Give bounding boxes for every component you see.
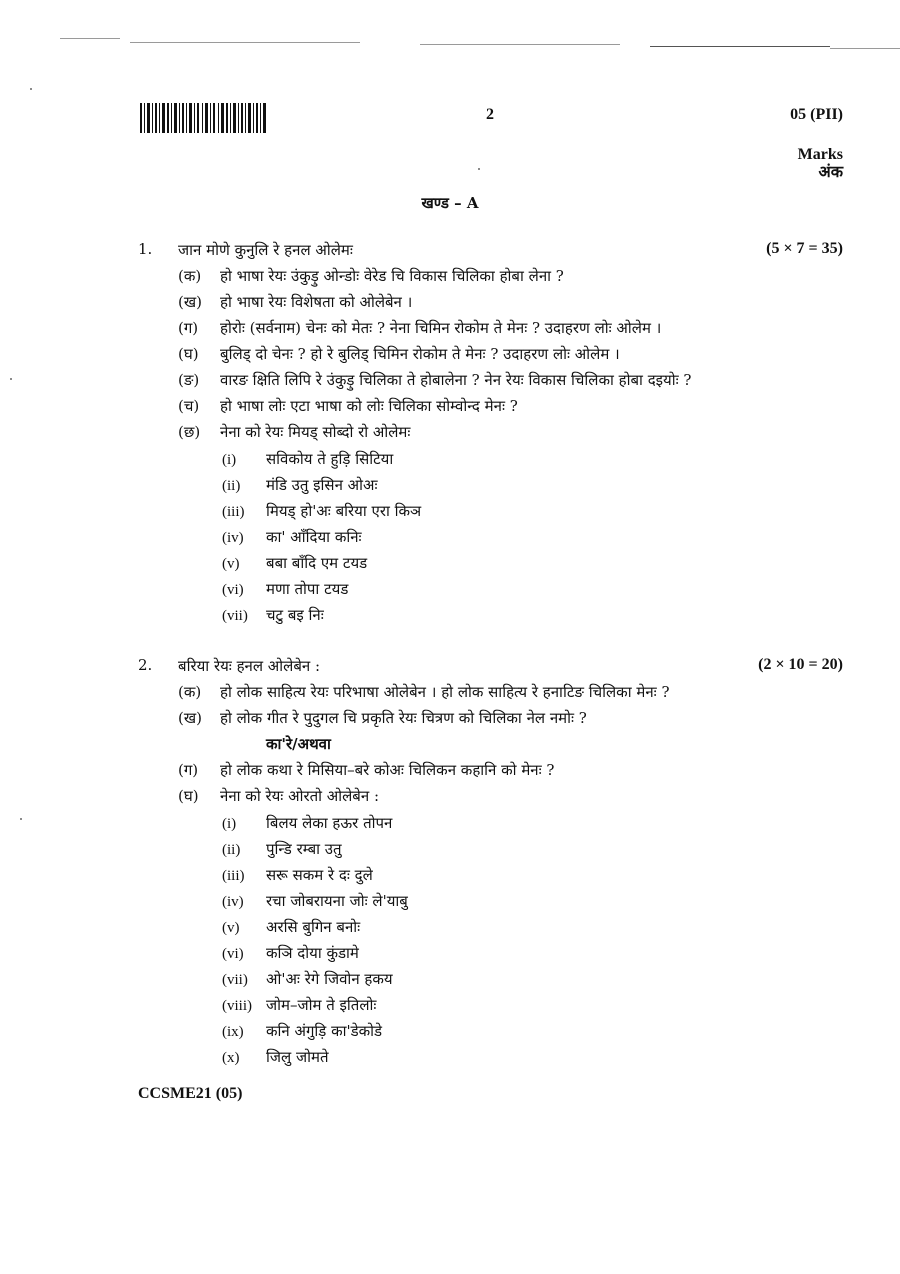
sub-text: हो भाषा रेयः विशेषता को ओलेबेन । <box>220 293 413 311</box>
sub-text: हो भाषा रेयः उंकुड़ु ओन्डोः वेरेड चि विकास चिलिका होबा लेना ? <box>220 267 564 285</box>
item-text: पुन्डि रम्बा उतु <box>266 840 342 858</box>
page-number: 2 <box>486 106 494 123</box>
q1-item-5 <box>222 553 367 573</box>
q2-item-3 <box>222 865 373 885</box>
item-label: (ix) <box>222 1024 244 1040</box>
marks-label-hi: अंक <box>818 164 843 181</box>
scan-artifact-line <box>420 44 620 45</box>
question-1-text: जान मोणे कुनुलि रे हनल ओलेमः <box>178 241 353 259</box>
item-label: (iv) <box>222 894 244 910</box>
question-2-text: बरिया रेयः हनल ओलेबेन : <box>178 657 321 675</box>
q1-item-1 <box>222 449 393 469</box>
q2-item-8 <box>222 995 376 1015</box>
paper-code: 05 (PII) <box>790 106 843 123</box>
q1-item-3 <box>222 501 421 521</box>
q2-item-10 <box>222 1047 329 1067</box>
item-label: (v) <box>222 556 240 572</box>
item-text: कञि दोया कुंडामे <box>266 944 359 962</box>
item-text: मणा तोपा टयड <box>266 580 349 598</box>
sub-label: (घ) <box>178 787 199 805</box>
item-text: मंडि उतु इसिन ओअः <box>266 476 378 494</box>
item-label: (i) <box>222 816 237 832</box>
scan-speck <box>10 378 12 380</box>
section-heading: खण्ड – A <box>421 194 479 212</box>
sub-label: (क) <box>178 683 202 701</box>
sub-label: (ग) <box>178 319 199 337</box>
q1-item-4 <box>222 527 362 547</box>
item-text: मियड् हो'अः बरिया एरा किञ <box>266 502 422 520</box>
q2-item-2 <box>222 839 342 859</box>
question-1-marks: (5 × 7 = 35) <box>766 240 843 257</box>
item-label: (i) <box>222 452 237 468</box>
q1-sub-ka <box>178 266 564 286</box>
q2-sub-kha <box>178 708 587 728</box>
item-label: (iii) <box>222 504 245 520</box>
q2-item-6 <box>222 943 359 963</box>
q2-sub-ka <box>178 682 669 702</box>
q1-sub-nga <box>178 370 691 390</box>
item-text: कनि अंगुड़ि का'डेकोडे <box>266 1022 383 1040</box>
q2-item-4 <box>222 891 408 911</box>
sub-text: हो लोक कथा रे मिसिया–बरे कोअः चिलिकन कहानि को मेनः ? <box>220 761 555 779</box>
item-label: (vi) <box>222 946 244 962</box>
scan-artifact-line <box>650 46 830 47</box>
q1-sub-kha <box>178 292 412 312</box>
item-label: (ii) <box>222 842 241 858</box>
sub-label: (च) <box>178 397 200 415</box>
question-1-number: 1. <box>138 240 153 258</box>
q2-item-1 <box>222 813 392 833</box>
item-text: रचा जोबरायना जोः ले'याबु <box>266 892 408 910</box>
q1-item-2 <box>222 475 378 495</box>
item-label: (vii) <box>222 608 248 624</box>
footer-code: CCSME21 (05) <box>138 1085 243 1102</box>
q2-item-5 <box>222 917 360 937</box>
q1-sub-cha <box>178 396 518 416</box>
q2-sub-gha <box>178 786 379 806</box>
item-text: जिलु जोमते <box>266 1048 329 1066</box>
item-text: बिलय लेका हऊर तोपन <box>266 814 393 832</box>
item-text: जोम–जोम ते इतिलोः <box>266 996 377 1014</box>
q1-item-7 <box>222 605 324 625</box>
q2-sub-ga <box>178 760 554 780</box>
item-text: अरसि बुगिन बनोः <box>266 918 361 936</box>
scan-artifact-line <box>60 38 120 39</box>
sub-label: (ग) <box>178 761 199 779</box>
sub-label: (ख) <box>178 709 202 727</box>
barcode-image <box>140 103 268 133</box>
q2-item-9 <box>222 1021 382 1041</box>
sub-label: (क) <box>178 267 202 285</box>
or-separator: का'रे/अथवा <box>266 735 331 753</box>
marks-label-en: Marks <box>797 146 843 163</box>
item-label: (iv) <box>222 530 244 546</box>
sub-label: (ङ) <box>178 371 200 389</box>
sub-label: (घ) <box>178 345 199 363</box>
item-label: (x) <box>222 1050 240 1066</box>
item-label: (ii) <box>222 478 241 494</box>
item-label: (vii) <box>222 972 248 988</box>
sub-text: बुलिड् दो चेनः ? हो रे बुलिड् चिमिन रोकोम ते मेनः ? उदाहरण लोः ओलेम । <box>220 345 620 363</box>
sub-label: (छ) <box>178 423 201 441</box>
item-text: ओ'अः रेगे जिवोन हकय <box>266 970 393 988</box>
sub-text: नेना को रेयः ओरतो ओलेबेन : <box>220 787 380 805</box>
marks-heading <box>798 146 843 182</box>
q1-sub-gha <box>178 344 620 364</box>
question-2-number: 2. <box>138 656 153 674</box>
scan-artifact-line <box>130 42 360 43</box>
item-text: बबा बाँदि एम टयड <box>266 554 368 572</box>
scan-speck <box>478 168 480 170</box>
item-label: (vi) <box>222 582 244 598</box>
item-label: (viii) <box>222 998 252 1014</box>
sub-text: नेना को रेयः मियड् सोब्दो रो ओलेमः <box>220 423 411 441</box>
item-text: चटु बइ निः <box>266 606 324 624</box>
scan-artifact-line <box>830 48 900 49</box>
scan-speck <box>20 818 22 820</box>
sub-text: हो भाषा लोः एटा भाषा को लोः चिलिका सोम्वोन्द मेनः ? <box>220 397 518 415</box>
sub-text: वारङ क्षिति लिपि रे उंकुड़ु चिलिका ते होबालेना ? नेन रेयः विकास चिलिका होबा दइयोः ? <box>220 371 692 389</box>
item-label: (v) <box>222 920 240 936</box>
sub-label: (ख) <box>178 293 202 311</box>
q1-sub-ga <box>178 318 661 338</box>
scan-speck <box>30 88 32 90</box>
q1-sub-chha <box>178 422 410 442</box>
sub-text: होरोः (सर्वनाम) चेनः को मेतः ? नेना चिमिन रोकोम ते मेनः ? उदाहरण लोः ओलेम । <box>220 319 662 337</box>
q2-item-7 <box>222 969 393 989</box>
item-text: का' आँदिया कनिः <box>266 528 362 546</box>
item-text: सविकोय ते हुड़ि सिटिया <box>266 450 394 468</box>
q1-item-6 <box>222 579 348 599</box>
item-text: सरू सकम रे दः दुले <box>266 866 373 884</box>
sub-text: हो लोक गीत रे पुदुगल चि प्रकृति रेयः चित्रण को चिलिका नेल नमोः ? <box>220 709 587 727</box>
sub-text: हो लोक साहित्य रेयः परिभाषा ओलेबेन । हो लोक साहित्य रे हनाटिङ चिलिका मेनः ? <box>220 683 670 701</box>
item-label: (iii) <box>222 868 245 884</box>
question-2-marks: (2 × 10 = 20) <box>758 656 843 673</box>
